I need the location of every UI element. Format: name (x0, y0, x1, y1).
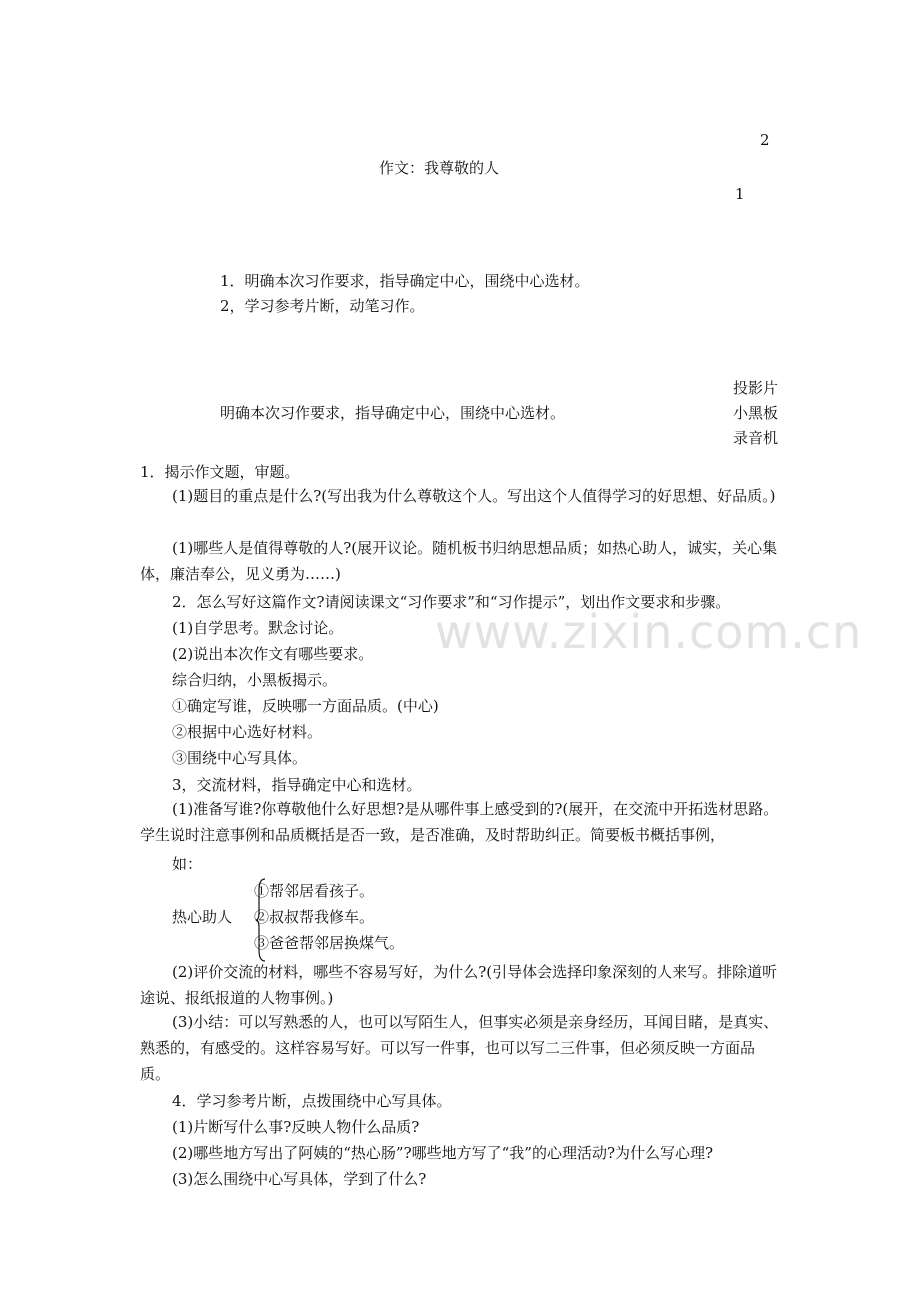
section-3-question-1: (1)准备写谁?你尊敬他什么好思想?是从哪件事上感受到的?(展开，在交流中开拓选材思路。学生说时注意事例和品质概括是否一致，是否准确，及时帮助纠正。简要板书概括事例， (140, 800, 779, 844)
example-item-1: ①帮邻居看孩子。 (254, 882, 375, 900)
section-1-question-2: (1)哪些人是值得尊敬的人?(展开议论。随机板书归纳思想品质；如热心助人，诚实，关心集体，廉洁奉公，见义勇为……) (140, 539, 778, 583)
section-4-question-1: (1)片断写什么事?反映人物什么品质? (172, 1118, 420, 1136)
page-number-top: 2 (760, 131, 770, 149)
section-4-question-2: (2)哪些地方写出了阿姨的“热心肠”?哪些地方写了“我”的心理活动?为什么写心理? (172, 1144, 714, 1162)
section-4-question-3: (3)怎么围绕中心写具体，学到了什么? (172, 1170, 427, 1188)
section-3-ru: 如： (172, 855, 203, 873)
requirement-1: ①确定写谁，反映哪一方面品质。(中心) (172, 697, 439, 715)
objective-1: 1．明确本次习作要求，指导确定中心，围绕中心选材。 (220, 272, 590, 290)
material-1: 投影片 (733, 379, 779, 397)
material-3: 录音机 (733, 429, 779, 447)
document-title: 作文：我尊敬的人 (379, 159, 500, 177)
section-2-step-b: (2)说出本次作文有哪些要求。 (172, 645, 374, 663)
section-1-question-1: (1)题目的重点是什么?(写出我为什么尊敬这个人。写出这个人值得学习的好思想、好品质。) (172, 487, 776, 505)
teaching-focus: 明确本次习作要求，指导确定中心，围绕中心选材。 (220, 404, 566, 422)
section-3-title: 3，交流材料，指导确定中心和选材。 (172, 776, 422, 794)
example-item-3: ③爸爸帮邻居换煤气。 (254, 934, 405, 952)
section-4-title: 4．学习参考片断，点拨围绕中心写具体。 (172, 1092, 452, 1110)
material-2: 小黑板 (733, 404, 779, 422)
example-item-2: ②叔叔帮我修车。 (254, 908, 375, 926)
section-3-question-2: (2)评价交流的材料，哪些不容易写好，为什么?(引导体会选择印象深刻的人来写。排除道听途说、报纸报道的人物事例。) (140, 963, 778, 1007)
objective-2: 2，学习参考片断，动笔习作。 (220, 297, 425, 315)
requirement-3: ③围绕中心写具体。 (172, 749, 308, 767)
section-2-step-a: (1)自学思考。默念讨论。 (172, 619, 344, 637)
section-2-summary: 综合归纳，小黑板揭示。 (172, 671, 338, 689)
example-label: 热心助人 (172, 908, 233, 926)
requirement-2: ②根据中心选好材料。 (172, 723, 323, 741)
section-1-title: 1．揭示作文题，审题。 (140, 463, 300, 481)
page-number-sub: 1 (735, 185, 745, 203)
watermark: www.zixin.com.cn (435, 605, 863, 659)
section-3-question-3: (3)小结：可以写熟悉的人，也可以写陌生人，但事实必须是亲身经历，耳闻目睹，是真实、熟悉的，有感受的。这样容易写好。可以写一件事，也可以写二三件事，但必须反映一方面品质。 (140, 1013, 779, 1083)
section-2-title: 2．怎么写好这篇作文?请阅读课文“习作要求”和“习作提示”，划出作文要求和步骤。 (172, 593, 731, 611)
